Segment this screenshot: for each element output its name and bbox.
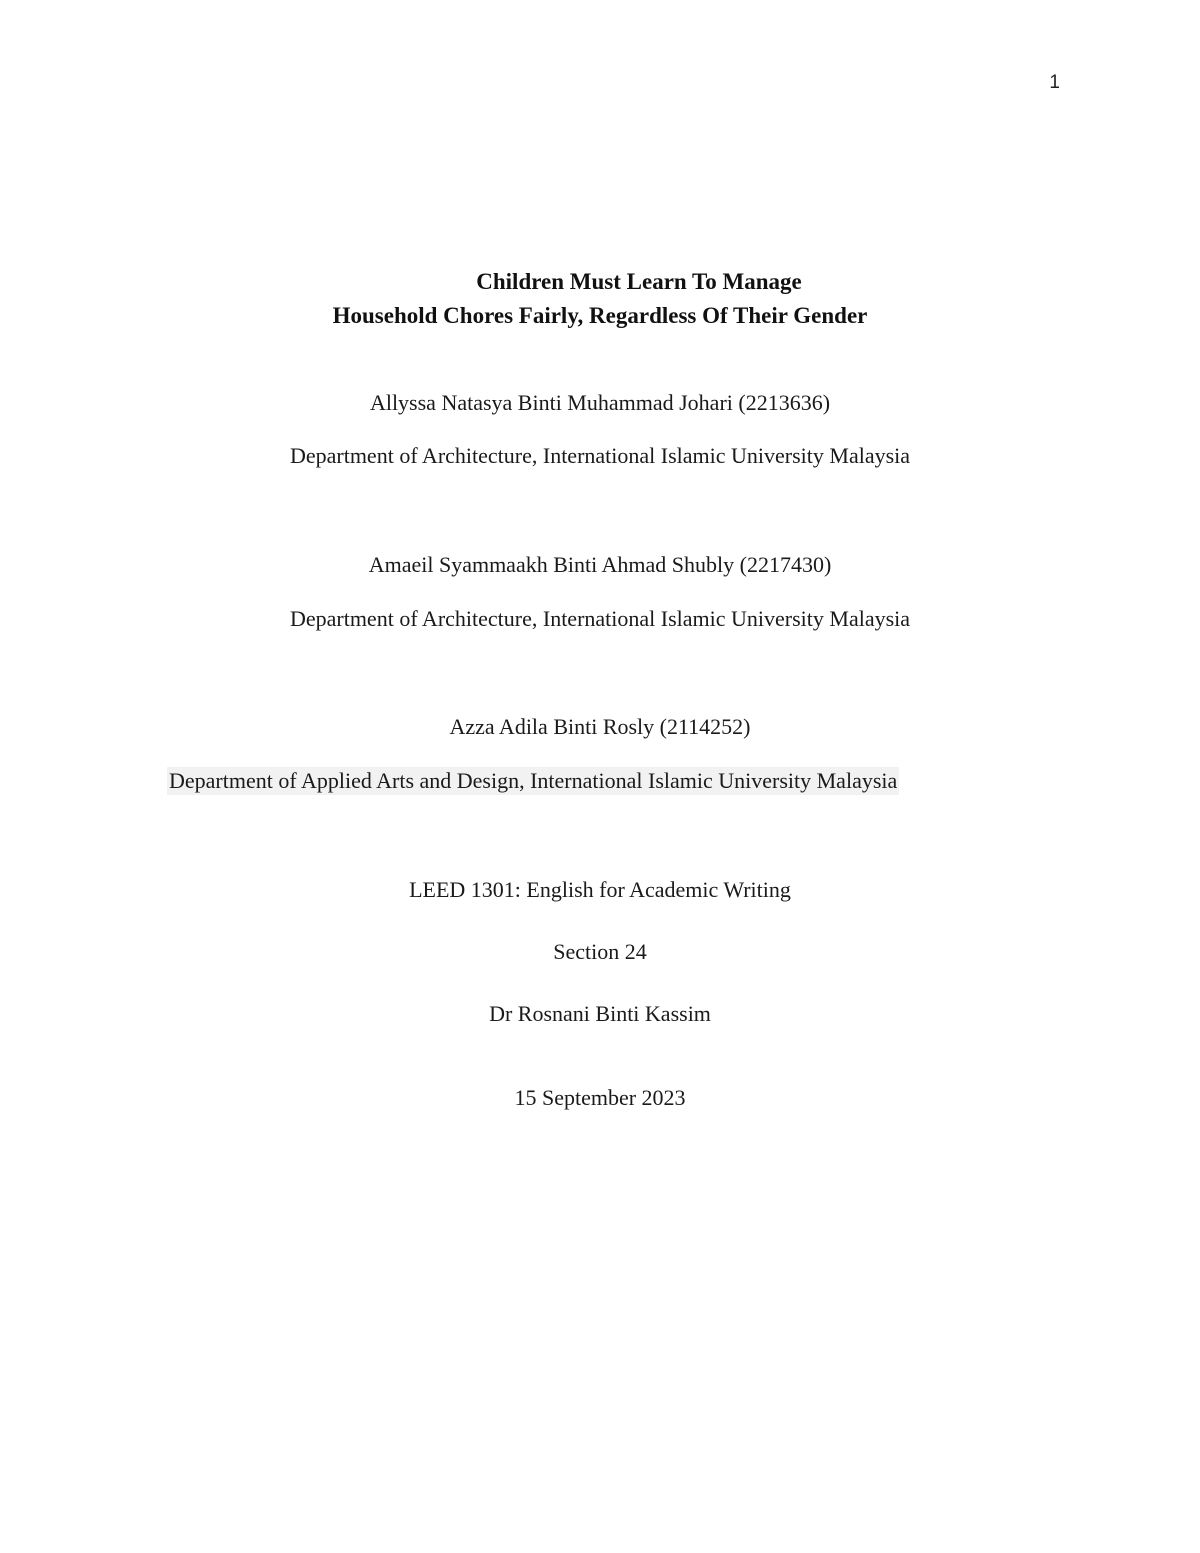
title-line-1: Children Must Learn To Manage [476, 269, 802, 294]
author-affiliation-2: Department of Architecture, International Islamic University Malaysia [289, 606, 911, 631]
course-section: Section 24 [553, 939, 647, 964]
author-affiliation-3: Department of Applied Arts and Design, International Islamic University Malaysia [169, 768, 898, 793]
title-line-2: Household Chores Fairly, Regardless Of Their Gender [332, 303, 868, 328]
instructor-name: Dr Rosnani Binti Kassim [489, 1001, 711, 1026]
author-affiliation-1: Department of Architecture, International Islamic University Malaysia [289, 443, 911, 468]
author-name-2: Amaeil Syammaakh Binti Ahmad Shubly (2217430) [368, 552, 832, 577]
course-name: LEED 1301: English for Academic Writing [409, 877, 791, 902]
author-name-3: Azza Adila Binti Rosly (2114252) [449, 714, 751, 739]
submission-date: 15 September 2023 [514, 1085, 686, 1110]
page-number: 1 [1049, 72, 1060, 93]
author-name-1: Allyssa Natasya Binti Muhammad Johari (2213636) [369, 390, 831, 415]
